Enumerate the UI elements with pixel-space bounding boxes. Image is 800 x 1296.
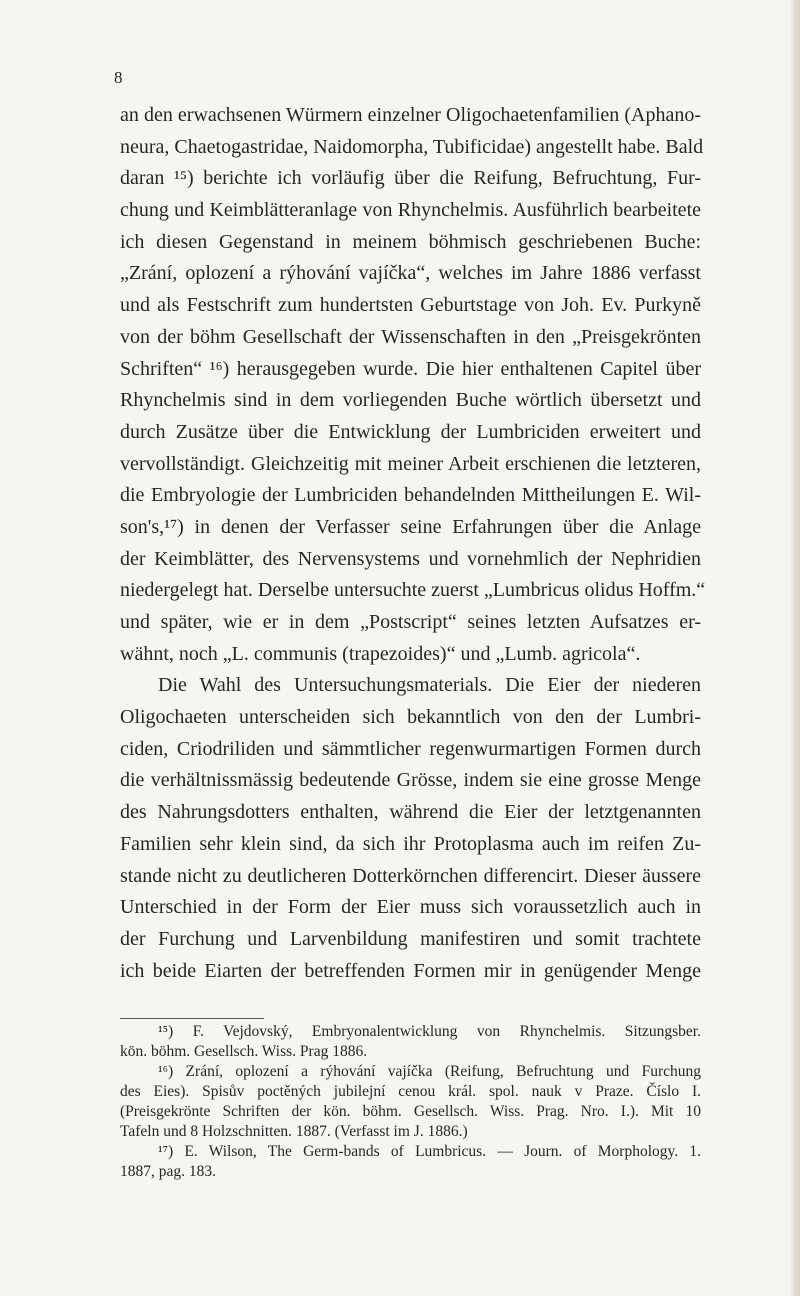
footnote-line: des Eies). Spisův poctěných jubilejní cenou král. spol. nauk v Praze. Číslo I. bbox=[120, 1083, 701, 1100]
footnote-line: kön. böhm. Gesellsch. Wiss. Prag 1886. bbox=[120, 1043, 368, 1060]
body-line: der Keimblätter, des Nervensystems und vornehmlich der Nephridien bbox=[120, 547, 701, 570]
body-line: die verhältnissmässig bedeutende Grösse, indem sie eine grosse Menge bbox=[120, 769, 701, 792]
body-line: durch Zusätze über die Entwicklung der Lumbriciden erweitert und bbox=[120, 420, 701, 443]
footnote-line: 1887, pag. 183. bbox=[120, 1163, 217, 1180]
body-line: Unterschied in der Form der Eier muss sich voraussetzlich auch in bbox=[120, 896, 701, 919]
body-line: Oligochaeten unterscheiden sich bekanntlich von den der Lumbri- bbox=[120, 706, 701, 729]
page-number: 8 bbox=[114, 68, 123, 87]
footnotes bbox=[120, 1022, 701, 1182]
body-line: ich beide Eiarten der betreffenden Formen mir in genügender Menge bbox=[120, 959, 701, 982]
body-line: niedergelegt hat. Derselbe untersuchte zuerst „Lumbricus olidus Hoffm.“ bbox=[120, 579, 706, 602]
body-line: und als Festschrift zum hundertsten Geburtstage von Joh. Ev. Purkyně bbox=[120, 294, 701, 317]
body-line: wähnt, noch „L. communis (trapezoides)“ und „Lumb. agricola“. bbox=[120, 642, 641, 665]
body-line: daran ¹⁵) berichte ich vorläufig über die Reifung, Befruchtung, Fur- bbox=[120, 167, 701, 190]
footnote-separator bbox=[120, 1018, 264, 1019]
body-line: der Furchung und Larvenbildung manifestiren und somit trachtete bbox=[120, 927, 701, 950]
body-line: vervollständigt. Gleichzeitig mit meiner Arbeit erschienen die letzteren, bbox=[120, 452, 701, 475]
body-line: und später, wie er in dem „Postscript“ seines letzten Aufsatzes er- bbox=[120, 611, 701, 633]
footnote-line: (Preisgekrönte Schriften der kön. böhm. Gesellsch. Wiss. Prag. Nro. I.). Mit 10 bbox=[120, 1103, 701, 1120]
body-line: an den erwachsenen Würmern einzelner Oligochaetenfamilien (Aphano- bbox=[120, 104, 701, 126]
body-line: neura, Chaetogastridae, Naidomorpha, Tubificidae) angestellt habe. Bald bbox=[120, 135, 704, 158]
section-heading-line: Die Wahl des Untersuchungsmaterials. Die Eier der niederen bbox=[158, 674, 701, 697]
footnote-line: ¹⁶) Zrání, oplození a rýhování vajíčka (Reifung, Befruchtung und Furchung bbox=[158, 1063, 701, 1080]
body-line: von der böhm Gesellschaft der Wissenschaften in den „Preisgekrönten bbox=[120, 325, 701, 348]
body-line: chung und Keimblätteranlage von Rhynchelmis. Ausführlich bearbeitete bbox=[120, 199, 701, 222]
page-edge bbox=[790, 0, 800, 1296]
body-line: son's,¹⁷) in denen der Verfasser seine Erfahrungen über die Anlage bbox=[120, 515, 701, 538]
body-line: ich diesen Gegenstand in meinem böhmisch geschriebenen Buche: bbox=[120, 230, 701, 253]
footnote-line: ¹⁵) F. Vejdovský, Embryonalentwicklung von Rhynchelmis. Sitzungsber. bbox=[158, 1023, 701, 1040]
body-line: des Nahrungsdotters enthalten, während die Eier der letztgenannten bbox=[120, 801, 701, 824]
body-text bbox=[120, 100, 706, 987]
body-line: ciden, Criodriliden und sämmtlicher regenwurmartigen Formen durch bbox=[120, 737, 701, 760]
body-line: Schriften“ ¹⁶) herausgegeben wurde. Die hier enthaltenen Capitel über bbox=[120, 357, 701, 380]
body-line: die Embryologie der Lumbriciden behandelnden Mittheilungen E. Wil- bbox=[120, 484, 701, 507]
footnote-line: Tafeln und 8 Holzschnitten. 1887. (Verfasst im J. 1886.) bbox=[120, 1123, 468, 1140]
body-line: „Zrání, oplození a rýhování vajíčka“, welches im Jahre 1886 verfasst bbox=[120, 262, 701, 285]
footnote-line: ¹⁷) E. Wilson, The Germ-bands of Lumbricus. — Journ. of Morphology. 1. bbox=[158, 1143, 701, 1160]
body-line: Familien sehr klein sind, da sich ihr Protoplasma auch im reifen Zu- bbox=[120, 832, 701, 855]
body-line: Rhynchelmis sind in dem vorliegenden Buche wörtlich übersetzt und bbox=[120, 389, 701, 412]
body-line: stande nicht zu deutlicheren Dotterkörnchen differencirt. Dieser äussere bbox=[120, 864, 701, 887]
